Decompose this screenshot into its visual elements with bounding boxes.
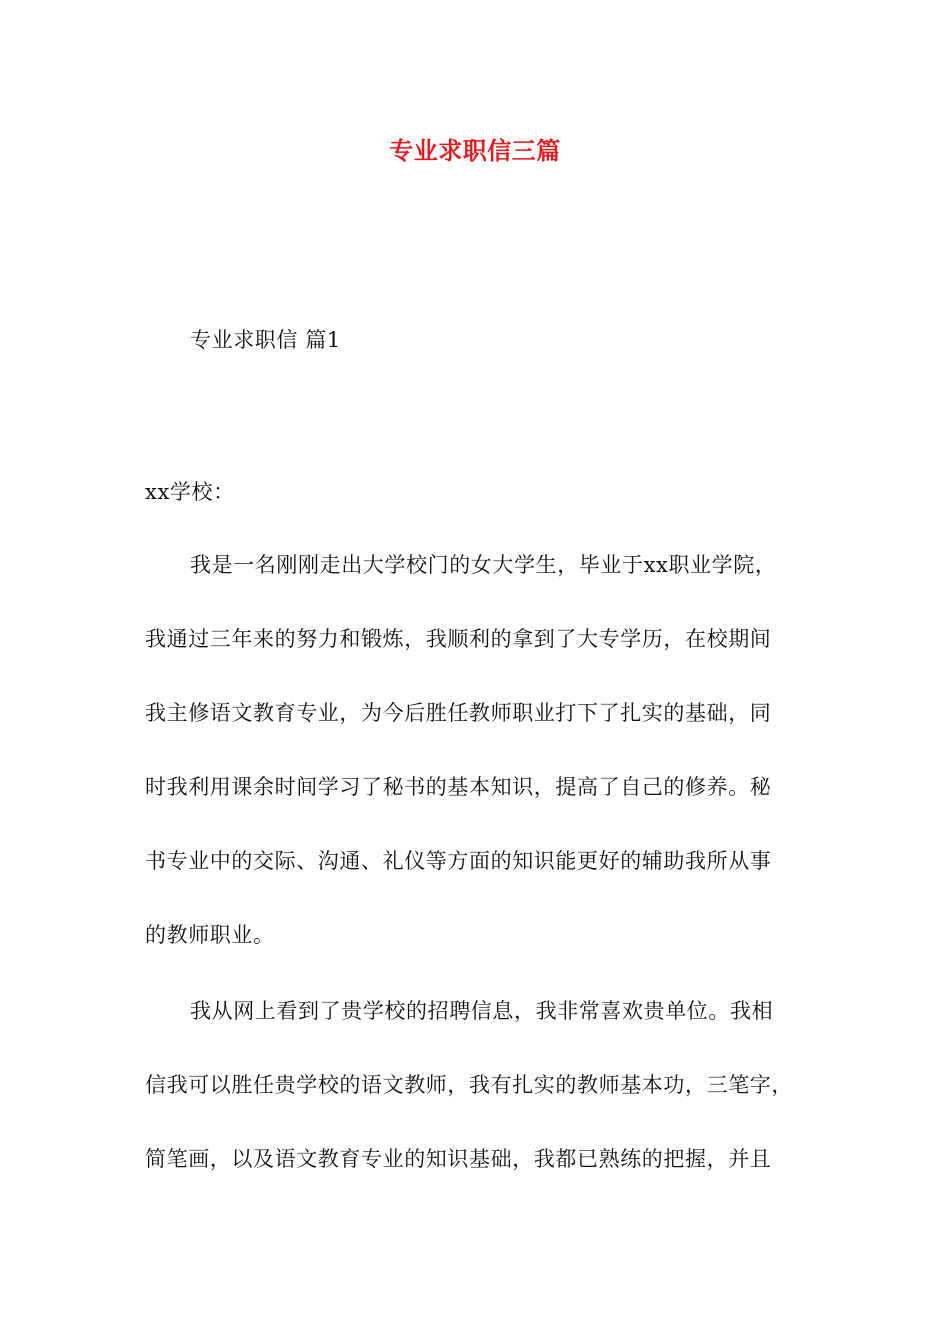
paragraph-line: 时我利用课余时间学习了秘书的基本知识，提高了自己的修养。秘 xyxy=(145,775,772,799)
document-title: 专业求职信三篇 xyxy=(389,136,561,165)
salutation: xx学校： xyxy=(145,480,235,504)
paragraph-line: 我从网上看到了贵学校的招聘信息，我非常喜欢贵单位。我相 xyxy=(190,999,774,1023)
paragraph-line: 的教师职业。 xyxy=(145,923,275,947)
paragraph-line: 我主修语文教育专业，为今后胜任教师职业打下了扎实的基础，同 xyxy=(145,701,772,725)
paragraph-line: 我通过三年来的努力和锻炼，我顺利的拿到了大专学历，在校期间 xyxy=(145,627,772,651)
paragraph-line: 信我可以胜任贵学校的语文教师，我有扎实的教师基本功，三笔字， xyxy=(145,1073,793,1097)
paragraph-line: 我是一名刚刚走出大学校门的女大学生，毕业于xx职业学院， xyxy=(190,553,777,577)
paragraph-line: 书专业中的交际、沟通、礼仪等方面的知识能更好的辅助我所从事 xyxy=(145,849,772,873)
section-heading: 专业求职信 篇1 xyxy=(190,328,341,352)
paragraph-line: 简笔画，以及语文教育专业的知识基础，我都已熟练的把握，并且 xyxy=(145,1147,772,1171)
